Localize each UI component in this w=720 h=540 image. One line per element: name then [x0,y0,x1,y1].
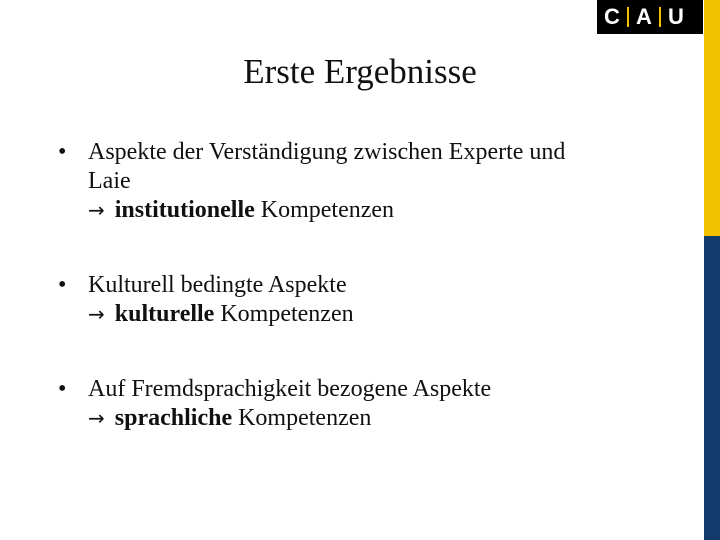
accent-stripe-blue [704,236,720,540]
bullet-body [88,138,688,225]
bullet-text: Auf Fremdsprachigkeit bezogene Aspekte [88,376,492,402]
logo-letter-c: C [604,4,620,29]
bullet-rest: Kompetenzen [238,405,372,431]
bullet-text: Aspekte der Verständigung zwischen Experte und Laie [88,139,566,194]
bullet-item [58,138,688,225]
bullet-conclusion [88,300,688,329]
bullet-item [58,271,688,329]
bullet-list [58,138,688,433]
bullet-strong-term: kulturelle [114,301,215,327]
arrow-right-icon: → [88,198,105,222]
logo-letter-a: A [636,4,652,29]
bullet-body [88,271,688,329]
bullet-rest: Kompetenzen [260,197,395,223]
logo-letter-u: U [668,4,684,29]
bullet-rest: Kompetenzen [220,301,354,327]
arrow-right-icon: → [88,406,105,430]
accent-stripe-yellow [704,0,720,236]
bullet-item [58,375,688,433]
bullet-text: Kulturell bedingte Aspekte [88,272,347,298]
bullet-conclusion [88,404,688,433]
bullet-body [88,375,688,433]
arrow-right-icon: → [88,302,105,326]
bullet-dot: • [58,272,67,298]
cau-logo [597,0,703,34]
bullet-dot: • [58,139,67,165]
bullet-dot: • [58,376,67,402]
bullet-strong-term: sprachliche [114,405,233,431]
bullet-conclusion [88,196,688,225]
bullet-strong-term: institutionelle [114,197,255,223]
slide-title: Erste Ergebnisse [243,52,477,91]
